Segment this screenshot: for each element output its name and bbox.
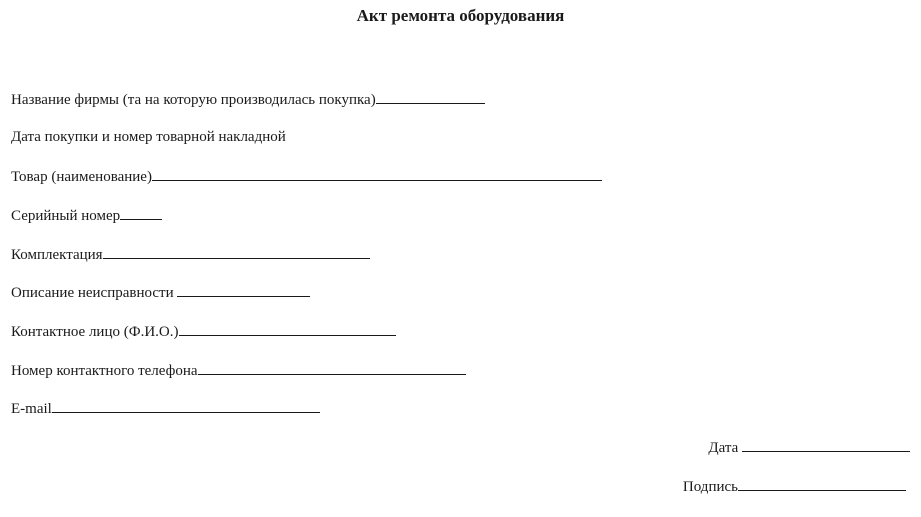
fill-in-line[interactable] (103, 244, 370, 259)
fill-in-line[interactable] (177, 282, 310, 297)
fill-in-line[interactable] (52, 398, 320, 413)
field-serial-number (11, 205, 162, 226)
field-company-name (11, 89, 485, 110)
field-email (11, 398, 320, 419)
field-label: Название фирмы (та на которую производилась покупка) (11, 92, 376, 108)
field-contact-person (11, 321, 396, 342)
field-label: Комплектация (11, 247, 103, 263)
field-purchase-date (11, 127, 286, 147)
field-product-name (11, 166, 602, 187)
fill-in-line[interactable] (152, 166, 602, 181)
signature-label: Подпись (682, 479, 738, 495)
field-label: Товар (наименование) (11, 169, 152, 185)
fill-in-line[interactable] (376, 89, 485, 104)
field-signature (683, 476, 906, 497)
fill-in-line[interactable] (738, 476, 906, 491)
field-contact-phone (11, 360, 466, 381)
field-label: E-mail (11, 401, 52, 417)
fill-in-line[interactable] (120, 205, 162, 220)
field-label: Контактное лицо (Ф.И.О.) (11, 324, 179, 340)
fill-in-line[interactable] (742, 437, 910, 452)
fill-in-line[interactable] (198, 360, 466, 375)
field-completeness (11, 244, 370, 265)
date-label: Дата (708, 440, 742, 456)
document-title: Акт ремонта оборудования (356, 6, 565, 25)
field-label: Дата покупки и номер товарной накладной (11, 129, 286, 145)
field-label: Серийный номер (11, 208, 121, 224)
fill-in-line[interactable] (179, 321, 396, 336)
field-label: Описание неисправности (11, 285, 178, 301)
field-date (708, 437, 910, 458)
field-fault-description (11, 282, 310, 303)
field-label: Номер контактного телефона (11, 363, 198, 379)
